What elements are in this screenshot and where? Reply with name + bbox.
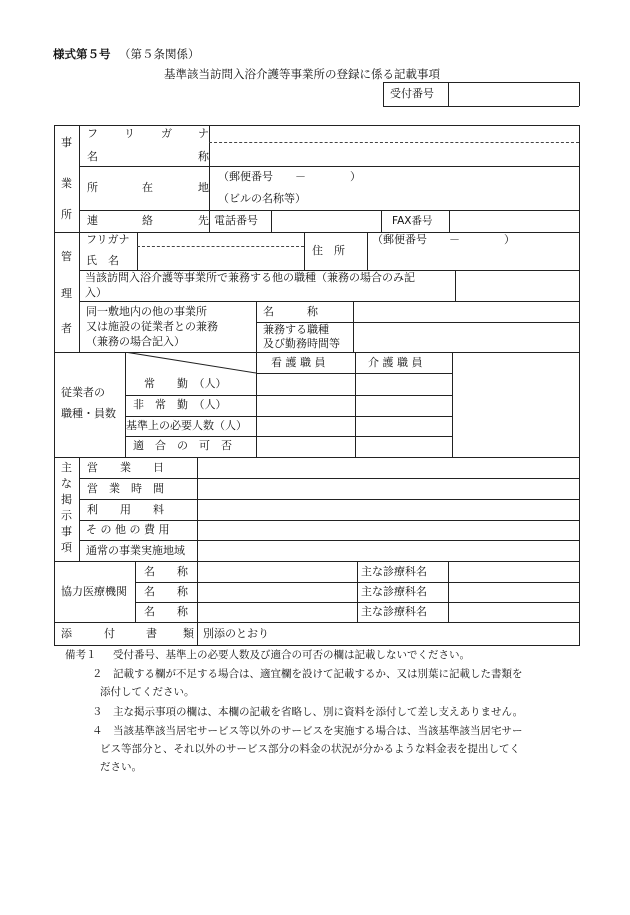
manager-postal-code: （郵便番号 － ） bbox=[372, 233, 515, 246]
office-furigana-label-4: ナ bbox=[198, 127, 209, 140]
office-phone-label: 電話番号 bbox=[214, 214, 258, 227]
office-fax-label: FAX番号 bbox=[392, 215, 433, 227]
office-furigana-label-2: リ bbox=[124, 127, 135, 140]
note-2-line-1: 記載する欄が不足する場合は、適宜欄を設けて記載するか、又は別葉に記載した書類を bbox=[113, 668, 523, 680]
medical-name-field[interactable] bbox=[198, 603, 356, 621]
note-4-line-1: 当該基準該当居宅サービス等以外のサービスを実施する場合は、当該基準該当居宅サー bbox=[113, 725, 523, 737]
medical-dept-label: 主な診療科名 bbox=[361, 605, 427, 618]
usage-fee-label: 利 用 料 bbox=[87, 503, 164, 516]
diagonal-header-line bbox=[125, 352, 257, 374]
staff-column-nurse: 看 護 職 員 bbox=[271, 356, 326, 369]
parttime-nurse-field[interactable] bbox=[257, 396, 354, 415]
medical-dept-field[interactable] bbox=[449, 603, 578, 621]
staff-row-fulltime: 常 勤 （人） bbox=[144, 377, 227, 390]
office-address-field[interactable] bbox=[380, 167, 578, 209]
staff-row-parttime: 非 常 勤 （人） bbox=[133, 398, 227, 411]
manager-concurrent-job-label-cont: 入） bbox=[85, 286, 107, 299]
manager-section-label-1: 管 bbox=[61, 250, 72, 263]
parttime-caregiver-field[interactable] bbox=[356, 396, 451, 415]
medical-dept-field[interactable] bbox=[449, 562, 578, 581]
other-office-job-field[interactable] bbox=[354, 323, 578, 351]
office-section-label-2: 業 bbox=[61, 177, 72, 190]
staff-column-caregiver: 介 護 職 員 bbox=[368, 356, 423, 369]
note-1: 受付番号、基準上の必要人数及び適合の可否の欄は記載しないでください。 bbox=[113, 649, 470, 661]
form-number: 様式第５号 bbox=[53, 47, 111, 61]
office-postal-code: （郵便番号 － ） bbox=[218, 170, 361, 183]
other-office-label-1: 同一敷地内の他の事業所 bbox=[86, 305, 207, 318]
manager-name-label: 氏 名 bbox=[86, 254, 119, 267]
medical-name-label: 名 称 bbox=[144, 585, 188, 598]
service-area-field[interactable] bbox=[198, 541, 578, 560]
service-area-label: 通常の事業実施地域 bbox=[86, 544, 185, 557]
office-contact-label-1: 連 bbox=[87, 214, 98, 227]
office-fax-field[interactable] bbox=[450, 211, 578, 231]
business-hours-label: 営 業 時 間 bbox=[87, 482, 164, 495]
staff-row-required: 基準上の必要人数（人） bbox=[126, 419, 247, 432]
posted-section-label-4: 示 bbox=[61, 509, 72, 522]
business-days-label: 営 業 日 bbox=[87, 461, 164, 474]
attachments-label-4: 類 bbox=[183, 627, 194, 640]
other-office-job-label-2: 及び勤務時間等 bbox=[263, 337, 340, 350]
attachments-value: 別添のとおり bbox=[203, 627, 269, 640]
medical-name-field[interactable] bbox=[198, 583, 356, 601]
office-address-label-2: 在 bbox=[142, 181, 153, 194]
attachments-label-1: 添 bbox=[61, 627, 72, 640]
fulltime-nurse-field[interactable] bbox=[257, 374, 354, 394]
office-furigana-label-1: フ bbox=[87, 127, 98, 140]
other-office-label-2: 又は施設の従業者との兼務 bbox=[86, 320, 218, 333]
posted-section-label-2: な bbox=[61, 477, 72, 490]
note-3: 主な掲示事項の欄は、本欄の記載を省略し、別に資料を添付して差し支えありません。 bbox=[113, 706, 524, 718]
office-phone-field[interactable] bbox=[272, 211, 380, 231]
manager-name-field[interactable] bbox=[138, 247, 303, 269]
office-address-label-3: 地 bbox=[198, 181, 209, 194]
medical-name-field[interactable] bbox=[198, 562, 356, 581]
receipt-number-field[interactable] bbox=[449, 83, 578, 105]
fulltime-caregiver-field[interactable] bbox=[356, 374, 451, 394]
office-building-name: （ビルの名称等） bbox=[218, 192, 306, 205]
other-costs-field[interactable] bbox=[198, 521, 578, 539]
posted-section-label-5: 事 bbox=[61, 525, 72, 538]
required-caregiver-field[interactable] bbox=[356, 417, 451, 435]
office-name-field[interactable] bbox=[210, 143, 578, 165]
attachments-label-2: 付 bbox=[104, 627, 115, 640]
other-costs-label: そ の 他 の 費 用 bbox=[86, 523, 170, 536]
manager-concurrent-job-label: 当該訪問入浴介護等事業所で兼務する他の職種（兼務の場合のみ記 bbox=[85, 271, 415, 284]
office-section-label-1: 事 bbox=[61, 136, 72, 149]
compliance-nurse-field[interactable] bbox=[257, 437, 354, 456]
staff-section-label-1: 従業者の bbox=[61, 386, 105, 399]
manager-concurrent-job-field[interactable] bbox=[456, 271, 578, 300]
usage-fee-field[interactable] bbox=[198, 500, 578, 519]
note-4-prefix: ４ bbox=[92, 725, 103, 737]
compliance-caregiver-field[interactable] bbox=[356, 437, 451, 456]
form-reference: （第５条関係） bbox=[119, 47, 200, 61]
medical-dept-field[interactable] bbox=[449, 583, 578, 601]
business-days-field[interactable] bbox=[198, 458, 578, 477]
staff-section-label-2: 職種・員数 bbox=[61, 407, 116, 420]
note-4-line-3: ださい。 bbox=[100, 761, 142, 773]
other-office-name-field[interactable] bbox=[354, 302, 578, 321]
required-nurse-field[interactable] bbox=[257, 417, 354, 435]
note-4-line-2: ビス等部分と、それ以外のサービス部分の料金の状況が分かるような料金表を提出してく bbox=[100, 743, 520, 755]
office-name-label-1: 名 bbox=[87, 150, 98, 163]
manager-section-label-3: 者 bbox=[61, 322, 72, 335]
receipt-number-label: 受付番号 bbox=[390, 87, 434, 100]
medical-dept-label: 主な診療科名 bbox=[361, 585, 427, 598]
note-1-prefix: 備考１ bbox=[65, 649, 97, 661]
posted-section-label-3: 掲 bbox=[61, 493, 72, 506]
attachments-label-3: 書 bbox=[146, 627, 157, 640]
manager-furigana-label: フリガナ bbox=[86, 233, 130, 246]
office-address-label-1: 所 bbox=[87, 181, 98, 194]
staff-row-compliance: 適 合 の 可 否 bbox=[133, 439, 232, 452]
form-title: 基準該当訪問入浴介護等事業所の登録に係る記載事項 bbox=[164, 67, 440, 81]
note-2-line-2: 添付してください。 bbox=[100, 686, 195, 698]
office-furigana-label-3: ガ bbox=[161, 127, 172, 140]
medical-name-label: 名 称 bbox=[144, 565, 188, 578]
other-office-job-label-1: 兼務する職種 bbox=[263, 323, 329, 336]
office-furigana-field[interactable] bbox=[210, 126, 578, 141]
other-office-label-3: （兼務の場合記入） bbox=[86, 335, 185, 348]
note-2-prefix: ２ bbox=[92, 668, 103, 680]
posted-section-label-6: 項 bbox=[61, 541, 72, 554]
other-office-name-label: 名 称 bbox=[263, 305, 318, 318]
office-section-label-3: 所 bbox=[61, 208, 72, 221]
note-3-prefix: ３ bbox=[92, 706, 103, 718]
posted-section-label-1: 主 bbox=[61, 461, 72, 474]
medical-name-label: 名 称 bbox=[144, 605, 188, 618]
manager-address-field[interactable] bbox=[368, 247, 578, 269]
manager-address-label: 住 所 bbox=[312, 244, 345, 257]
medical-dept-label: 主な診療科名 bbox=[361, 565, 427, 578]
office-contact-label-3: 先 bbox=[198, 214, 209, 227]
manager-furigana-field[interactable] bbox=[138, 233, 303, 245]
manager-section-label-2: 理 bbox=[61, 287, 72, 300]
office-contact-label-2: 絡 bbox=[142, 214, 153, 227]
business-hours-field[interactable] bbox=[198, 479, 578, 498]
office-name-label-2: 称 bbox=[198, 150, 209, 163]
medical-institution-label: 協力医療機関 bbox=[61, 585, 127, 598]
